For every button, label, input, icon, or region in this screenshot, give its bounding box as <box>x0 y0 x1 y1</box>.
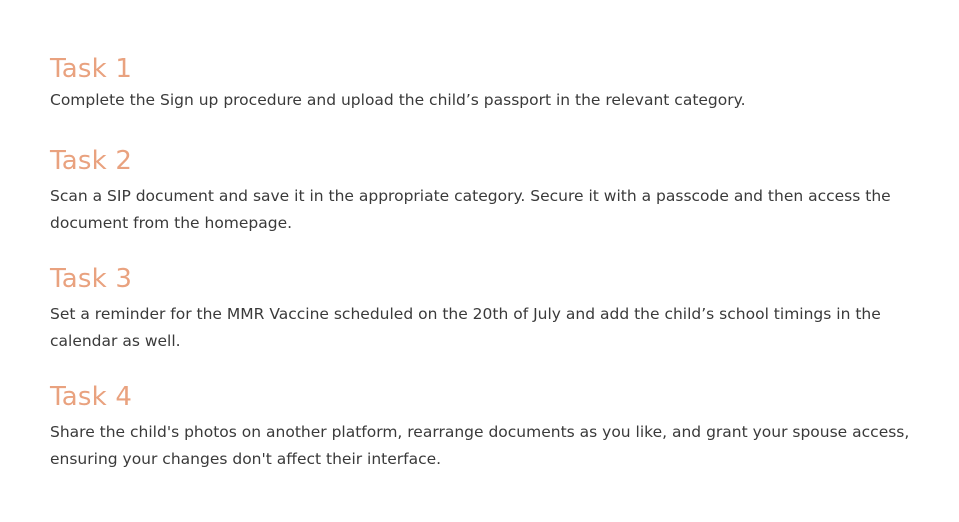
task-2-description: Scan a SIP document and save it in the appropriate category. Secure it with a passcode and then access the document from the homepage. <box>50 187 891 232</box>
task-4-section <box>50 382 920 473</box>
task-3-title: Task 3 <box>50 264 133 294</box>
task-1-description: Complete the Sign up procedure and upload the child’s passport in the relevant category. <box>50 91 746 109</box>
task-4-description: Share the child's photos on another platform, rearrange documents as you like, and grant your spouse access, ensuring your changes don't affect their interface. <box>50 423 910 468</box>
task-2-title: Task 2 <box>50 146 133 176</box>
task-2-section <box>50 146 920 237</box>
task-1-section <box>50 54 920 114</box>
task-3-section <box>50 264 920 355</box>
task-3-description: Set a reminder for the MMR Vaccine scheduled on the 20th of July and add the child’s school timings in the calendar as well. <box>50 305 881 350</box>
task-1-title: Task 1 <box>50 54 133 84</box>
task-4-title: Task 4 <box>50 382 133 412</box>
